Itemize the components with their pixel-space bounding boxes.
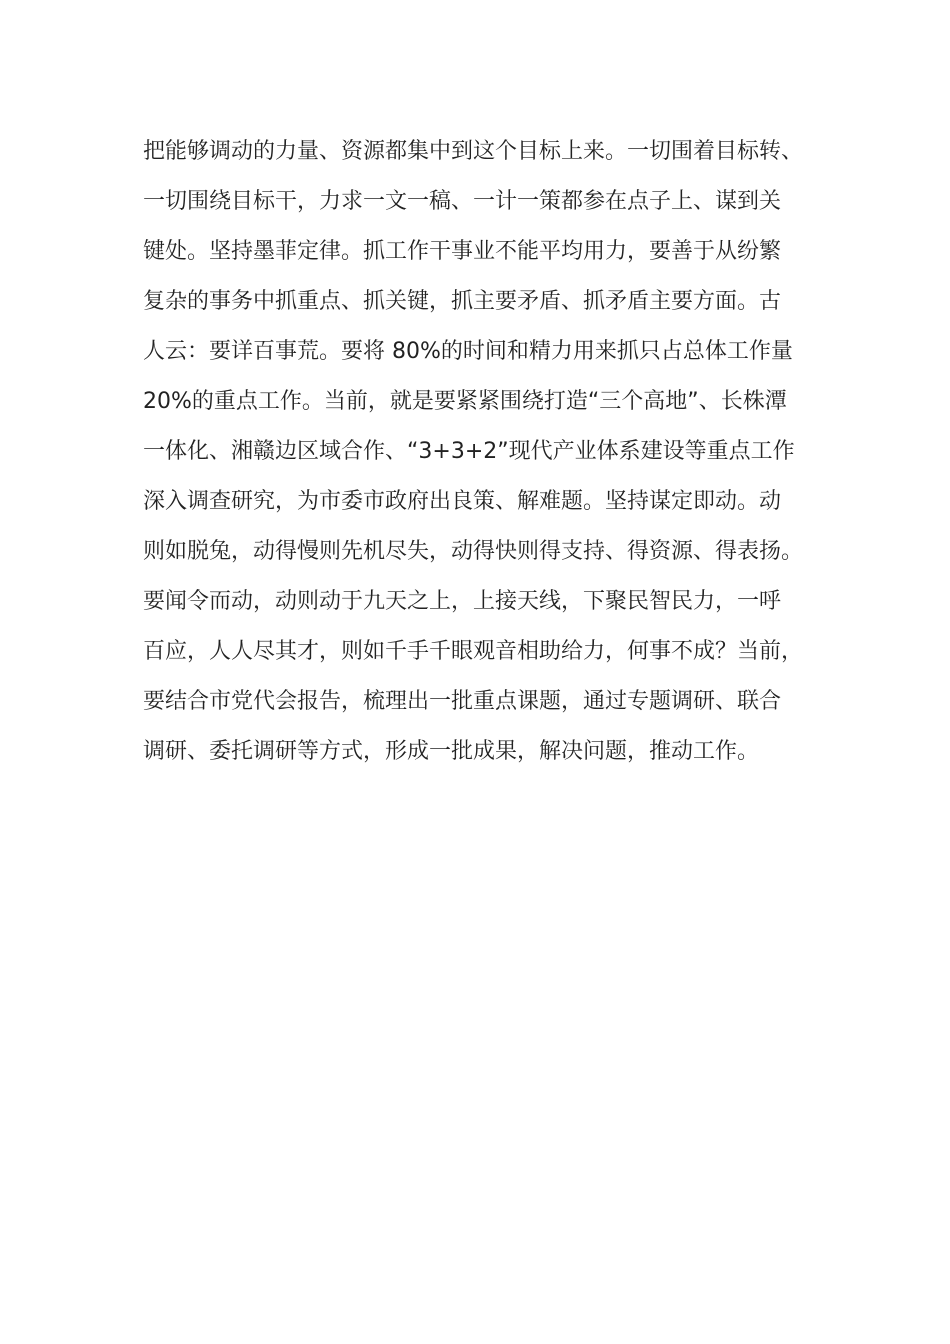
- text-line: 则如脱兔，动得慢则先机尽失，动得快则得支持、得资源、得表扬。: [143, 539, 804, 564]
- body-paragraph: [143, 127, 843, 777]
- text-line: 一体化、湘赣边区域合作、“3+3+2”现代产业体系建设等重点工作: [143, 439, 795, 464]
- text-line: 把能够调动的力量、资源都集中到这个目标上来。一切围着目标转、: [143, 139, 804, 164]
- text-line: 一切围绕目标干，力求一文一稿、一计一策都参在点子上、谋到关: [143, 189, 782, 214]
- text-line: 要闻令而动，动则动于九天之上，上接天线，下聚民智民力，一呼: [143, 589, 782, 614]
- text-line: 20%的重点工作。当前，就是要紧紧围绕打造“三个高地”、长株潭: [143, 389, 787, 414]
- text-line: 百应，人人尽其才，则如千手千眼观音相助给力，何事不成？当前，: [143, 639, 804, 664]
- text-line: 要结合市党代会报告，梳理出一批重点课题，通过专题调研、联合: [143, 689, 782, 714]
- text-line: 调研、委托调研等方式，形成一批成果，解决问题，推动工作。: [143, 739, 760, 764]
- text-line: 复杂的事务中抓重点、抓关键，抓主要矛盾、抓矛盾主要方面。古: [143, 289, 782, 314]
- text-line: 键处。坚持墨菲定律。抓工作干事业不能平均用力，要善于从纷繁: [143, 239, 782, 264]
- text-line: 深入调查研究，为市委市政府出良策、解难题。坚持谋定即动。动: [143, 489, 782, 514]
- text-line: 人云：要详百事荒。要将 80%的时间和精力用来抓只占总体工作量: [143, 339, 793, 364]
